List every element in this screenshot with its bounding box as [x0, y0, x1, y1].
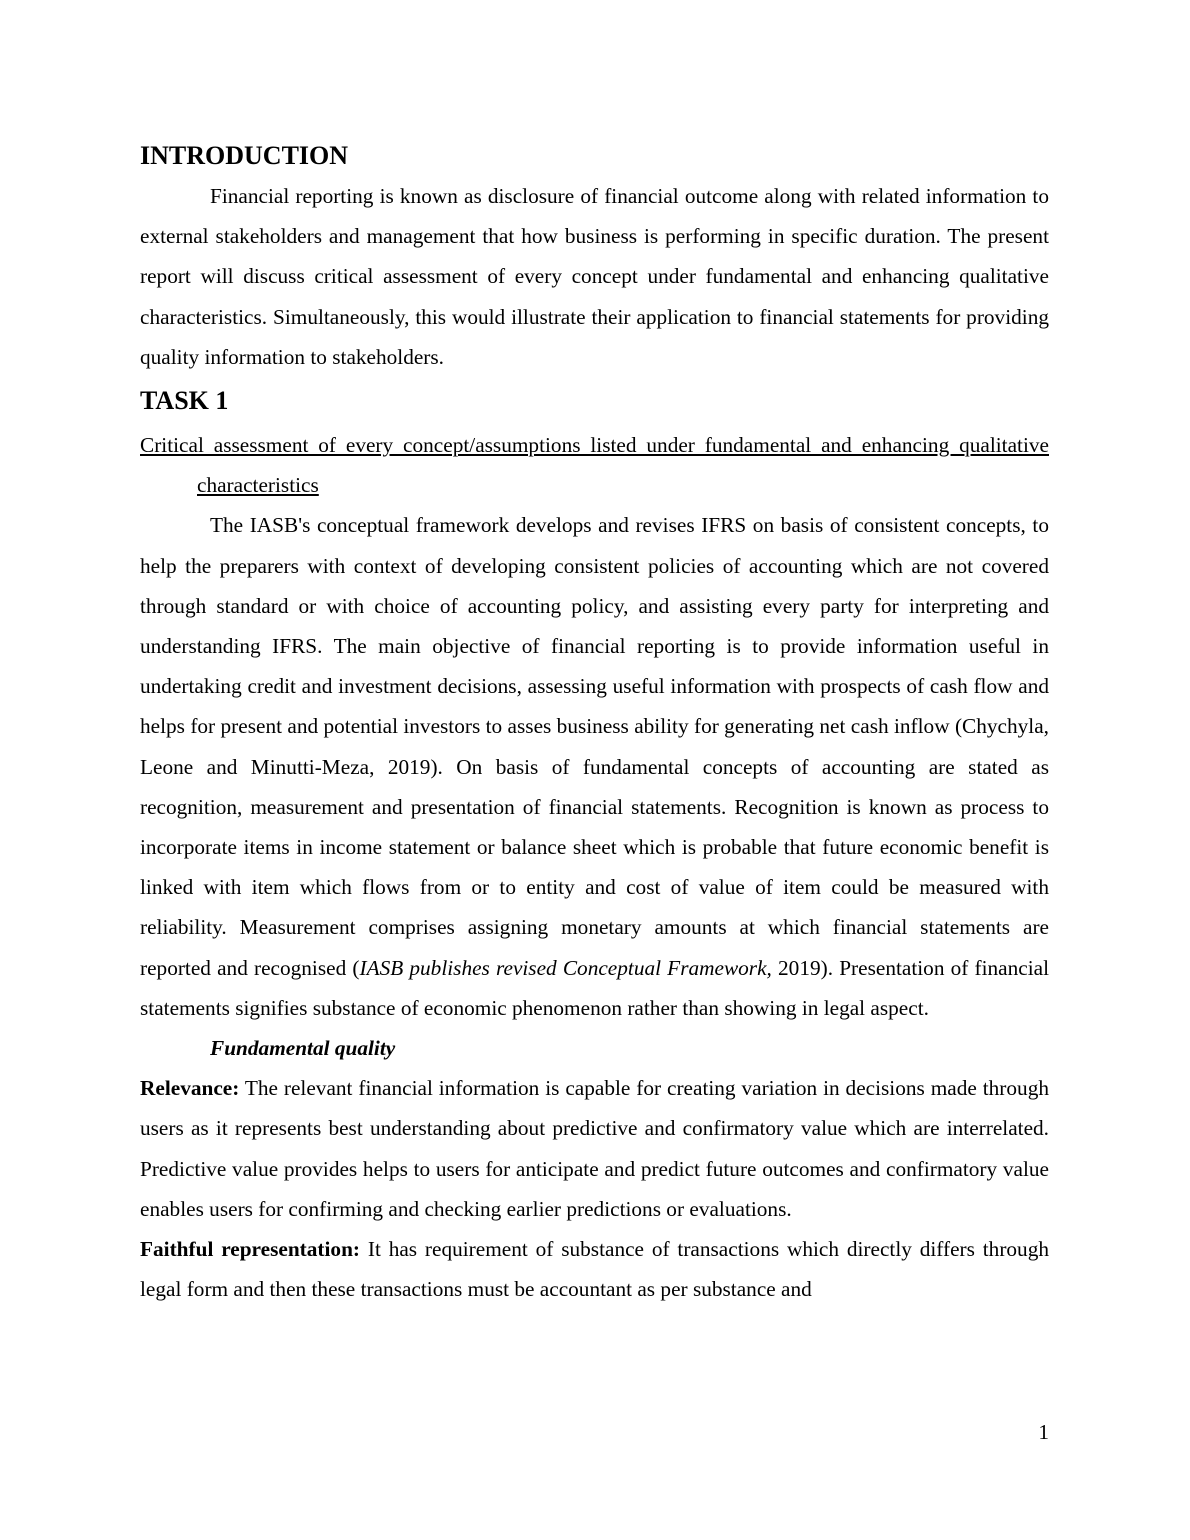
- citation-title: IASB publishes revised Conceptual Framework,: [359, 955, 772, 980]
- faithful-representation-text: It has requirement of substance of transactions which directly differs through legal form and then these transactions must be accountant as per substance and: [140, 1237, 1050, 1302]
- document-page: [140, 138, 1049, 1309]
- conceptual-framework-text-part2: 2019). Presentation of financial statements signifies substance of economic phenomenon rather than showing in legal aspect.: [140, 955, 1050, 1020]
- task1-subheading: Critical assessment of every concept/assumptions listed under fundamental and enhancing qualitative characteristics: [140, 433, 1049, 498]
- task1-heading: TASK 1: [140, 386, 229, 416]
- relevance-text: The relevant financial information is capable for creating variation in decisions made through users as it represents best understanding about predictive and confirmatory value which are interrelated. Predictive value provides helps to users for anticipate and predict future outcomes and confirmatory value enables users for confirming and checking earlier predictions or evaluations.: [140, 1076, 1049, 1221]
- faithful-representation-paragraph: [140, 1229, 1049, 1309]
- fundamental-quality-heading: Fundamental quality: [210, 1036, 396, 1061]
- relevance-label: Relevance:: [140, 1076, 240, 1101]
- conceptual-framework-text-part1: The IASB's conceptual framework develops and revises IFRS on basis of consistent concepts, to help the preparers with context of developing consistent policies of accounting which are not covered through standard or with choice of accounting policy, and assisting every party for interpreting and understanding IFRS. The main objective of financial reporting is to provide information useful in undertaking credit and investment decisions, assessing useful information with prospects of cash flow and helps for present and potential investors to asses business ability for generating net cash inflow (Chychyla, Leone and Minutti-Meza, 2019). On basis of fundamental concepts of accounting are stated as recognition, measurement and presentation of financial statements. Recognition is known as process to incorporate items in income statement or balance sheet which is probable that future economic benefit is linked with item which flows from or to entity and cost of value of item could be measured with reliability. Measurement comprises assigning monetary amounts at which financial statements are reported and recognised (: [140, 513, 1049, 980]
- page-number: 1: [1038, 1420, 1049, 1444]
- relevance-paragraph: [140, 1068, 1049, 1229]
- faithful-representation-label: Faithful representation:: [140, 1237, 361, 1262]
- introduction-heading: INTRODUCTION: [140, 141, 349, 170]
- conceptual-framework-paragraph: [140, 505, 1049, 1028]
- introduction-paragraph: Financial reporting is known as disclosure of financial outcome along with related information to external stakeholders and management that how business is performing in specific duration. The present report will discuss critical assessment of every concept under fundamental and enhancing qualitative characteristics. Simultaneously, this would illustrate their application to financial statements for providing quality information to stakeholders.: [140, 184, 1049, 369]
